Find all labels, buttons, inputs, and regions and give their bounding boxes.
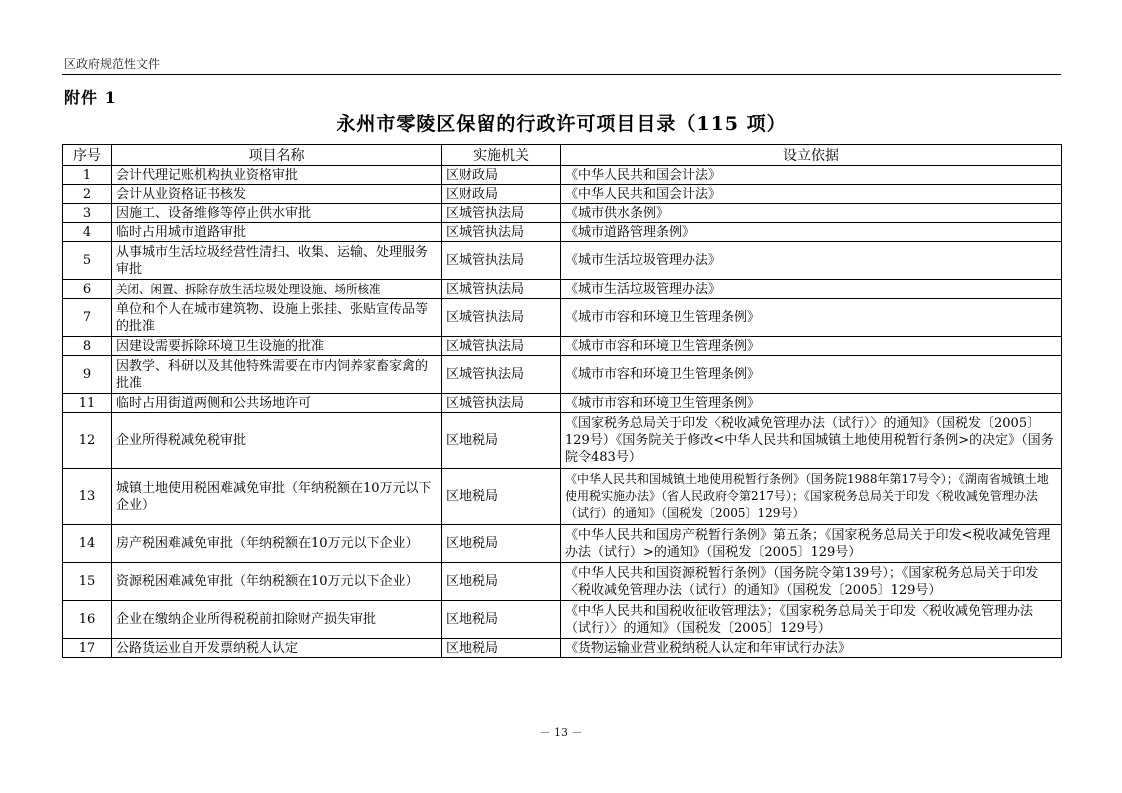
- legal-basis: 《城市道路管理条例》: [561, 223, 1062, 242]
- implementing-agency: 区城管执法局: [442, 394, 561, 413]
- item-name: 临时占用城市道路审批: [112, 223, 442, 242]
- implementing-agency: 区地税局: [442, 639, 561, 658]
- implementing-agency: 区城管执法局: [442, 356, 561, 394]
- item-name: 会计代理记账机构执业资格审批: [112, 166, 442, 185]
- item-name: 因施工、设备维修等停止供水审批: [112, 204, 442, 223]
- column-header-agency: 实施机关: [442, 145, 561, 166]
- legal-basis: 《城市市容和环境卫生管理条例》: [561, 337, 1062, 356]
- table-row: [63, 280, 1062, 299]
- header-divider: [62, 74, 1061, 75]
- document-category-label: 区政府规范性文件: [64, 57, 161, 71]
- table-row: [63, 525, 1062, 563]
- implementing-agency: 区城管执法局: [442, 280, 561, 299]
- legal-basis: 《城市市容和环境卫生管理条例》: [561, 356, 1062, 394]
- implementing-agency: 区地税局: [442, 525, 561, 563]
- table-row: [63, 563, 1062, 601]
- legal-basis: 《城市供水条例》: [561, 204, 1062, 223]
- table-row: [63, 394, 1062, 413]
- legal-basis: 《中华人民共和国资源税暂行条例》（国务院令第139号）；《国家税务总局关于印发〈税收减免管理办法（试行）的通知》（国税发〔2005〕129号）: [561, 563, 1062, 601]
- item-name: 企业在缴纳企业所得税税前扣除财产损失审批: [112, 601, 442, 639]
- row-number: 14: [63, 525, 112, 563]
- item-name: 会计从业资格证书核发: [112, 185, 442, 204]
- item-name: 企业所得税减免税审批: [112, 413, 442, 469]
- column-header-basis: 设立依据: [561, 145, 1062, 166]
- row-number: 12: [63, 413, 112, 469]
- column-header-no: 序号: [63, 145, 112, 166]
- row-number: 8: [63, 337, 112, 356]
- legal-basis: 《城市生活垃圾管理办法》: [561, 280, 1062, 299]
- implementing-agency: 区城管执法局: [442, 223, 561, 242]
- implementing-agency: 区城管执法局: [442, 299, 561, 337]
- page-title: 永州市零陵区保留的行政许可项目目录（115 项）: [336, 113, 787, 135]
- table-row: [63, 413, 1062, 469]
- table-row: [63, 223, 1062, 242]
- row-number: 11: [63, 394, 112, 413]
- item-name: 公路货运业自开发票纳税人认定: [112, 639, 442, 658]
- implementing-agency: 区地税局: [442, 413, 561, 469]
- table-row: [63, 204, 1062, 223]
- row-number: 3: [63, 204, 112, 223]
- item-name: 单位和个人在城市建筑物、设施上张挂、张贴宣传品等的批准: [112, 299, 442, 337]
- table-row: [63, 469, 1062, 525]
- row-number: 6: [63, 280, 112, 299]
- legal-basis: 《中华人民共和国会计法》: [561, 166, 1062, 185]
- row-number: 9: [63, 356, 112, 394]
- implementing-agency: 区财政局: [442, 166, 561, 185]
- row-number: 4: [63, 223, 112, 242]
- row-number: 16: [63, 601, 112, 639]
- row-number: 17: [63, 639, 112, 658]
- row-number: 2: [63, 185, 112, 204]
- legal-basis: 《中华人民共和国税收征收管理法》；《国家税务总局关于印发〈税收减免管理办法（试行）〉的通知》（国税发〔2005〕129号）: [561, 601, 1062, 639]
- item-name: 因建设需要拆除环境卫生设施的批准: [112, 337, 442, 356]
- table-row: [63, 242, 1062, 280]
- column-header-name: 项目名称: [112, 145, 442, 166]
- item-name: 城镇土地使用税困难减免审批（年纳税额在10万元以下企业）: [112, 469, 442, 525]
- row-number: 7: [63, 299, 112, 337]
- implementing-agency: 区地税局: [442, 601, 561, 639]
- row-number: 15: [63, 563, 112, 601]
- item-name: 房产税困难减免审批（年纳税额在10万元以下企业）: [112, 525, 442, 563]
- implementing-agency: 区城管执法局: [442, 242, 561, 280]
- item-name: 临时占用街道两侧和公共场地许可: [112, 394, 442, 413]
- table-header-row: [63, 145, 1062, 166]
- implementing-agency: 区财政局: [442, 185, 561, 204]
- item-name: 资源税困难减免审批（年纳税额在10万元以下企业）: [112, 563, 442, 601]
- table-row: [63, 356, 1062, 394]
- row-number: 1: [63, 166, 112, 185]
- legal-basis: 《城市生活垃圾管理办法》: [561, 242, 1062, 280]
- implementing-agency: 区城管执法局: [442, 337, 561, 356]
- item-name: 因教学、科研以及其他特殊需要在市内饲养家畜家禽的批准: [112, 356, 442, 394]
- legal-basis: 《中华人民共和国会计法》: [561, 185, 1062, 204]
- legal-basis: 《城市市容和环境卫生管理条例》: [561, 299, 1062, 337]
- implementing-agency: 区地税局: [442, 469, 561, 525]
- item-name: 从事城市生活垃圾经营性清扫、收集、运输、处理服务审批: [112, 242, 442, 280]
- permit-catalog-table: [62, 144, 1062, 658]
- table-row: [63, 639, 1062, 658]
- item-name: 关闭、闲置、拆除存放生活垃圾处理设施、场所核准: [112, 280, 442, 299]
- table-row: [63, 185, 1062, 204]
- legal-basis: 《国家税务总局关于印发〈税收减免管理办法（试行）〉的通知》（国税发〔2005〕129号）《国务院关于修改<中华人民共和国城镇土地使用税暂行条例>的决定》（国务院令483号）: [561, 413, 1062, 469]
- row-number: 5: [63, 242, 112, 280]
- implementing-agency: 区地税局: [442, 563, 561, 601]
- table-row: [63, 299, 1062, 337]
- legal-basis: 《中华人民共和国房产税暂行条例》第五条；《国家税务总局关于印发<税收减免管理办法（试行）>的通知》（国税发〔2005〕129号）: [561, 525, 1062, 563]
- row-number: 13: [63, 469, 112, 525]
- table-row: [63, 166, 1062, 185]
- page-number: － 13 －: [539, 726, 583, 739]
- legal-basis: 《城市市容和环境卫生管理条例》: [561, 394, 1062, 413]
- table-row: [63, 601, 1062, 639]
- annex-label: 附件 1: [64, 88, 117, 107]
- legal-basis: 《货物运输业营业税纳税人认定和年审试行办法》: [561, 639, 1062, 658]
- implementing-agency: 区城管执法局: [442, 204, 561, 223]
- table-row: [63, 337, 1062, 356]
- legal-basis: 《中华人民共和国城镇土地使用税暂行条例》（国务院1988年第17号令）；《湖南省城镇土地使用税实施办法》（省人民政府令第217号）；《国家税务总局关于印发〈税收减免管理办法（试行）的通知》（国税发〔2005〕129号）: [561, 469, 1062, 525]
